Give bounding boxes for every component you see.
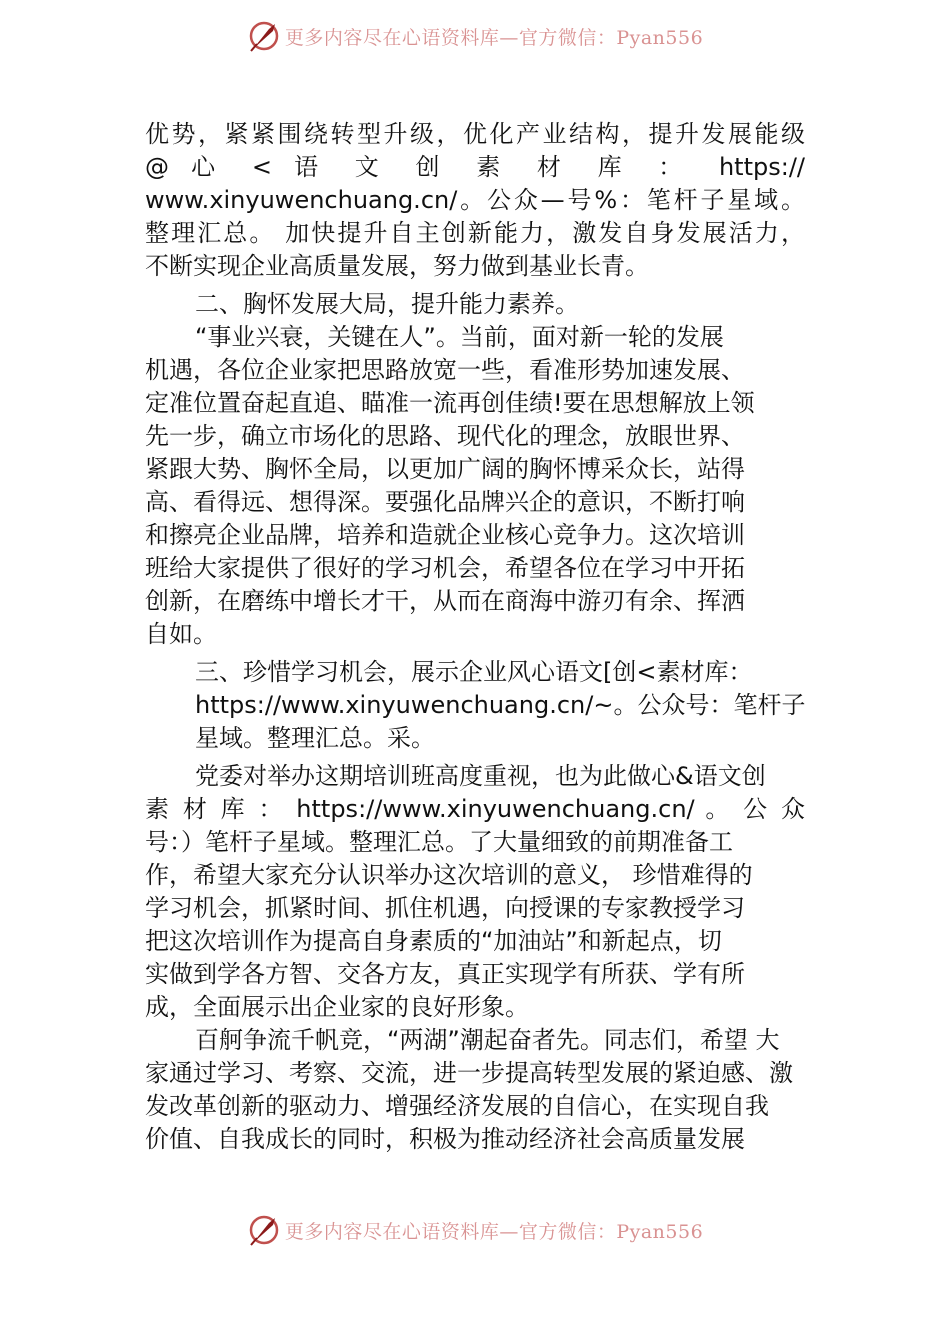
header-wechat-text: —官方微信：Pyan556 [499,26,704,49]
section-heading-3 [145,656,830,755]
page-footer-banner [0,1210,950,1250]
text-line: 百舸争流千帆竞，“两湖”潮起奋者先。同志们，希望 大 [195,1026,780,1054]
text-line: 学习机会，抓紧时间、抓住机遇，向授课的专家教授学习 [145,894,745,922]
text-line: 成，全面展示出企业家的良好形象。 [145,993,529,1021]
footer-wechat-text: —官方微信：Pyan556 [499,1220,704,1243]
text-line: 自如。 [145,620,217,648]
document-body [145,118,805,1156]
text-line: 价值、自我成长的同时，积极为推动经济社会高质量发展 [145,1125,745,1153]
text-line: 优势，紧紧围绕转型升级，优化产业结构，提升发展能级 [145,120,805,148]
text-line: 和擦亮企业品牌，培养和造就企业核心竞争力。这次培训 [145,521,745,549]
section-heading-2: 二、胸怀发展大局，提升能力素养。 [195,290,579,318]
header-site-text: 更多内容尽在心语资料库 [284,26,500,49]
text-line: 整理汇总。 加快提升自主创新能力，激发自身发展活力， [145,219,805,247]
text-line: https://www.xinyuwenchuang.cn/~。公众号：笔杆子 [195,691,806,719]
text-line: 班给大家提供了很好的学习机会，希望各位在学习中开拓 [145,554,745,582]
text-line: 家通过学习、考察、交流，进一步提高转型发展的紧迫感、激 [145,1059,793,1087]
text-line: 素 材 库 ： https://www.xinyuwenchuang.cn/ 。 公 众 [145,795,805,823]
paragraph-1 [145,118,805,283]
text-line: 作，希望大家充分认识举办这次培训的意义， 珍惜难得的 [145,861,753,889]
text-line: “事业兴衰，关键在人”。当前，面对新一轮的发展 [195,323,724,351]
text-line: 发改革创新的驱动力、增强经济发展的自信心，在实现自我 [145,1092,769,1120]
page-header-banner [0,16,950,56]
text-line: 党委对举办这期培训班高度重视，也为此做心&语文创 [195,762,766,790]
text-line: @ 心 < 语 文 创 素 材 库 ： https:// [145,153,805,181]
text-line: 创新，在磨练中增长才干，从而在商海中游刃有余、挥洒 [145,587,745,615]
text-line: 不断实现企业高质量发展，努力做到基业长青。 [145,252,649,280]
quill-pen-logo-icon [247,19,281,53]
text-line: 高、看得远、想得深。要强化品牌兴企的意识，不断打响 [145,488,745,516]
paragraph-3 [145,760,805,1024]
quill-pen-logo-icon [247,1213,281,1247]
text-line: 紧跟大势、胸怀全局，以更加广阔的胸怀博采众长，站得 [145,455,745,483]
paragraph-4 [145,1024,805,1156]
footer-site-text: 更多内容尽在心语资料库 [284,1220,500,1243]
text-line: www.xinyuwenchuang.cn/。公众—号%：笔杆子星域。 [145,186,805,214]
text-line: 星域。整理汇总。采。 [195,724,435,752]
text-line: 三、珍惜学习机会，展示企业风心语文[创<素材库： [195,658,753,686]
paragraph-2 [145,321,805,651]
text-line: 号：）笔杆子星域。整理汇总。了大量细致的前期准备工 [145,828,733,856]
text-line: 定准位置奋起直追、瞄准一流再创佳绩!要在思想解放上领 [145,389,755,417]
text-line: 实做到学各方智、交各方友，真正实现学有所获、学有所 [145,960,745,988]
text-line: 机遇，各位企业家把思路放宽一些，看准形势加速发展、 [145,356,745,384]
text-line: 先一步，确立市场化的思路、现代化的理念，放眼世界、 [145,422,745,450]
text-line: 把这次培训作为提高自身素质的“加油站”和新起点，切 [145,927,722,955]
